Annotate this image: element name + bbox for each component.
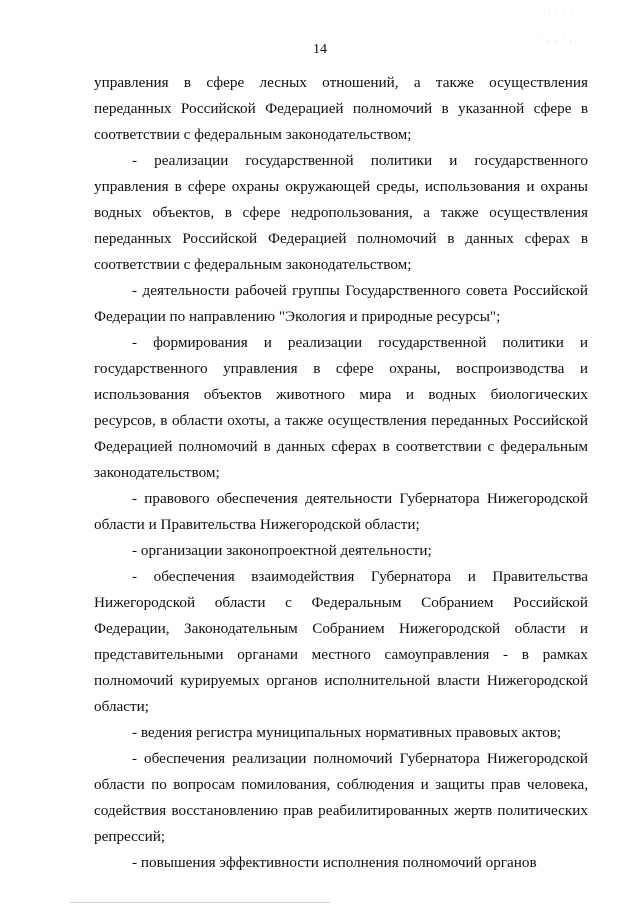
paragraph: - повышения эффективности исполнения полномочий органов — [132, 854, 537, 871]
document-body — [94, 70, 588, 876]
paragraph: - правового обеспечения деятельности Губернатора Нижегородской области и Правительства Нижегородской области; — [94, 490, 588, 533]
paragraph: - организации законопроектной деятельности; — [132, 542, 432, 559]
paragraph: - ведения регистра муниципальных нормативных правовых актов; — [132, 724, 562, 741]
paragraph: - обеспечения реализации полномочий Губернатора Нижегородской области по вопросам помилования, соблюдения и защиты прав человека, содействия восстановлению прав реабилитированных жертв политических репрессий; — [94, 750, 588, 845]
page-number: 14 — [313, 42, 327, 57]
paragraph: - реализации государственной политики и государственного управления в сфере охраны окружающей среды, использования и охраны водных объектов, в сфере недропользования, а также осуществления переданных Российской Федерацией полномочий в данных сферах в соответствии с федеральным законодательством; — [94, 152, 588, 273]
scan-artifact: · · ˙ · — [548, 8, 574, 18]
scan-artifact: ˙ · · ˙ · — [540, 36, 573, 46]
paragraph: управления в сфере лесных отношений, а также осуществления переданных Российской Федерацией полномочий в указанной сфере в соответствии с федеральным законодательством; — [94, 74, 588, 143]
paragraph: - обеспечения взаимодействия Губернатора и Правительства Нижегородской области с Федеральным Собранием Российской Федерации, Законодательным Собранием Нижегородской области и представительными органами местного самоуправления - в рамках полномочий курируемых органов исполнительной власти Нижегородской области; — [94, 568, 588, 715]
paragraph: - деятельности рабочей группы Государственного совета Российской Федерации по направлению "Экология и природные ресурсы"; — [94, 282, 588, 325]
scan-edge-line — [70, 902, 330, 903]
paragraph: - формирования и реализации государственной политики и государственного управления в сфере охраны, воспроизводства и использования объектов животного мира и водных биологических ресурсов, в области охоты, а также осуществления переданных Российской Федерацией полномочий в данных сферах в соответствии с федеральным законодательством; — [94, 334, 588, 481]
